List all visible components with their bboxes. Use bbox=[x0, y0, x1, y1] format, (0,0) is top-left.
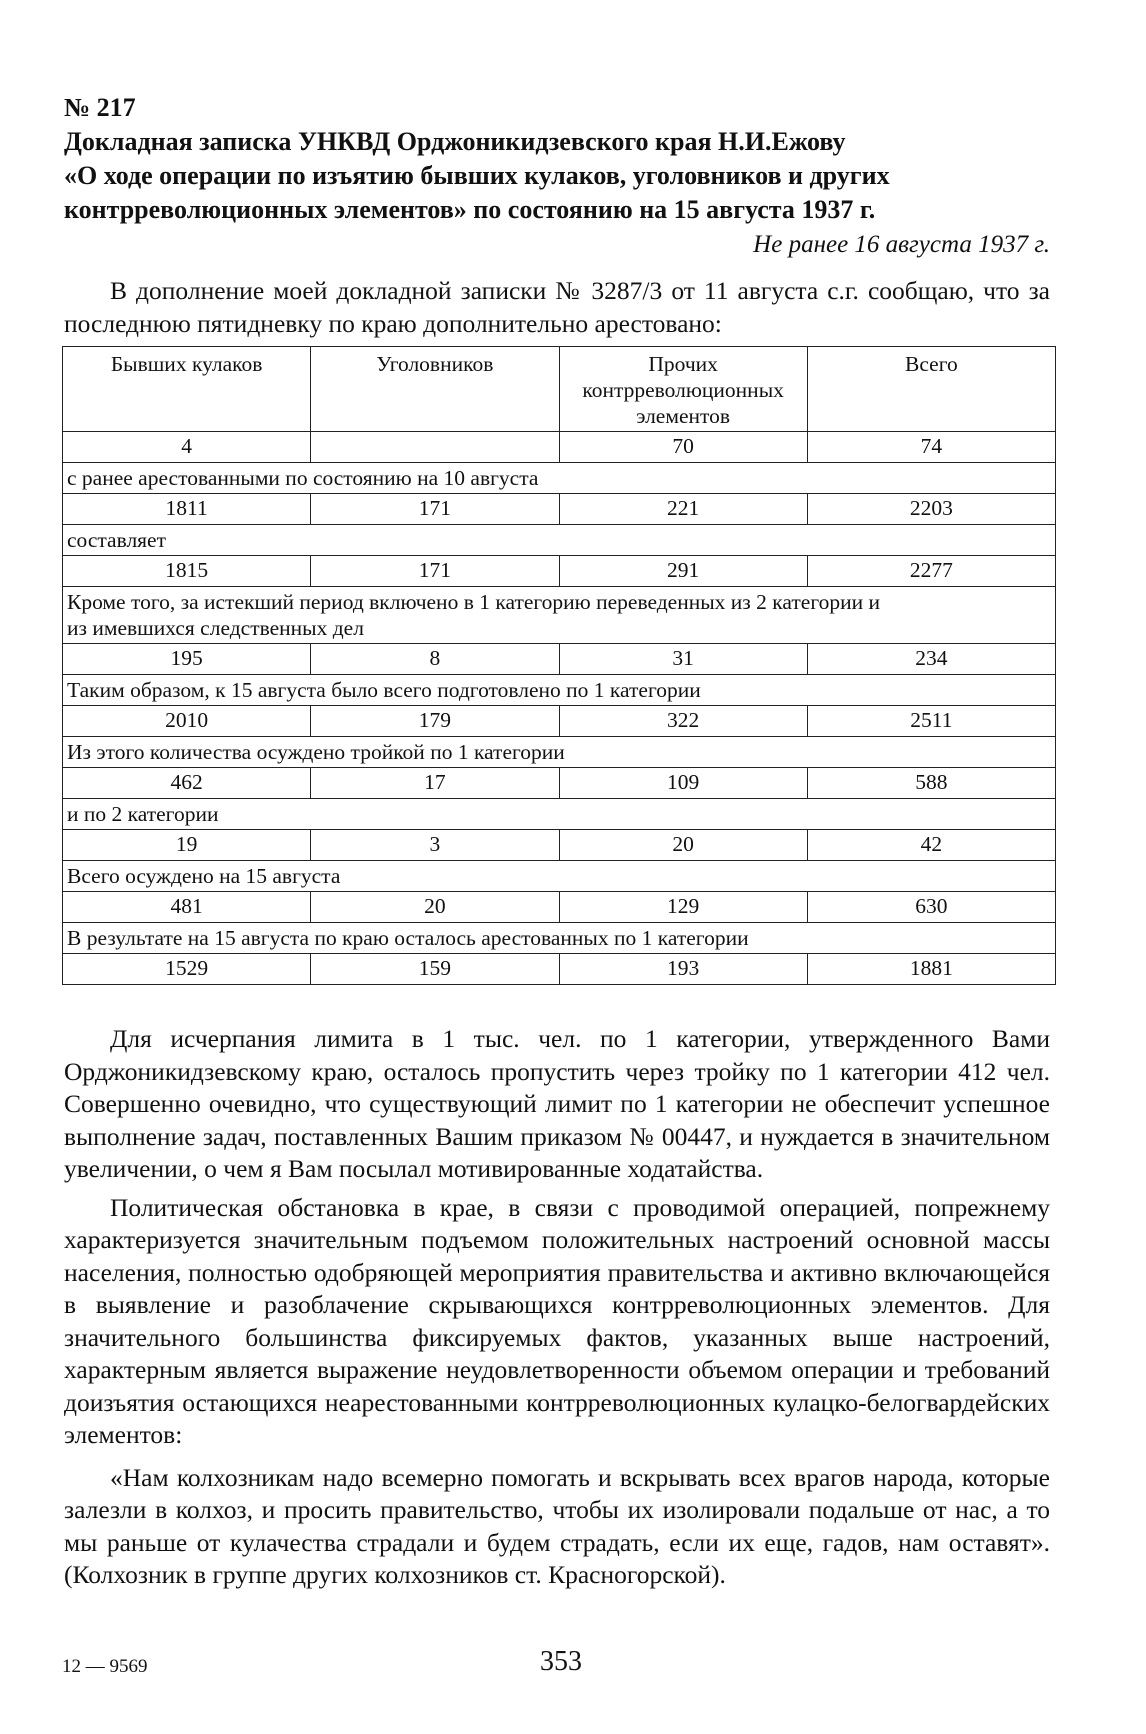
section-label: Всего осуждено на 15 августа bbox=[63, 861, 1056, 892]
section-label: В результате на 15 августа по краю осталось арестованных по 1 категории bbox=[63, 923, 1056, 954]
document-page bbox=[64, 92, 1050, 1592]
cell-total: 1881 bbox=[807, 954, 1055, 985]
table-header-row bbox=[63, 347, 1056, 432]
document-number: № 217 bbox=[64, 93, 136, 122]
section-label: Таким образом, к 15 августа было всего подготовлено по 1 категории bbox=[63, 675, 1056, 706]
cell-other: 291 bbox=[559, 556, 807, 587]
cell-total: 2277 bbox=[807, 556, 1055, 587]
section-label: Кроме того, за истекший период включено в 1 категорию переведенных из 2 категории и из имевшихся следственных дел bbox=[63, 587, 1056, 644]
cell-criminals: 171 bbox=[311, 556, 559, 587]
cell-kulaks: 1815 bbox=[63, 556, 311, 587]
cell-kulaks: 1811 bbox=[63, 494, 311, 525]
header-total: Всего bbox=[807, 347, 1055, 432]
header-other-elements: Прочих контрреволюционных элементов bbox=[559, 347, 807, 432]
cell-other: 129 bbox=[559, 892, 807, 923]
document-date: Не ранее 16 августа 1937 г. bbox=[753, 231, 1050, 258]
cell-total: 588 bbox=[807, 768, 1055, 799]
header-criminals: Уголовников bbox=[311, 347, 559, 432]
cell-other: 31 bbox=[559, 644, 807, 675]
cell-other: 109 bbox=[559, 768, 807, 799]
section-label-row bbox=[63, 861, 1056, 892]
cell-other: 20 bbox=[559, 830, 807, 861]
table-row bbox=[63, 706, 1056, 737]
cell-total: 2511 bbox=[807, 706, 1055, 737]
section-label-row bbox=[63, 525, 1056, 556]
quote-paragraph: «Нам колхозникам надо всемерно помогать и вскрывать всех врагов народа, которые залезли в колхоз, и просить правительство, чтобы их изолировали подальше от нас, а то мы раньше от кулачества страдали и будем страдать, если их еще, гадов, нам оставят». (Колхозник в группе других колхозников ст. Красногорской). bbox=[64, 1462, 1050, 1589]
cell-other: 221 bbox=[559, 494, 807, 525]
section-label-row bbox=[63, 737, 1056, 768]
cell-kulaks: 19 bbox=[63, 830, 311, 861]
cell-total: 2203 bbox=[807, 494, 1055, 525]
header-former-kulaks: Бывших кулаков bbox=[63, 347, 311, 432]
document-title bbox=[64, 125, 1050, 227]
cell-kulaks: 195 bbox=[63, 644, 311, 675]
table-row bbox=[63, 830, 1056, 861]
cell-kulaks: 1529 bbox=[63, 954, 311, 985]
table-row bbox=[63, 768, 1056, 799]
table-row bbox=[63, 494, 1056, 525]
cell-kulaks: 2010 bbox=[63, 706, 311, 737]
cell-criminals: 179 bbox=[311, 706, 559, 737]
table-row bbox=[63, 432, 1056, 463]
table-row bbox=[63, 556, 1056, 587]
cell-criminals: 159 bbox=[311, 954, 559, 985]
intro-paragraph: В дополнение моей докладной записки № 3287/3 от 11 августа с.г. сообщаю, что за последнюю пятидневку по краю дополнительно арестовано: bbox=[64, 276, 1050, 338]
cell-criminals bbox=[311, 432, 559, 463]
body-paragraph: Политическая обстановка в крае, в связи с проводимой операцией, попрежнему характеризуется значительным подъемом положительных настроений основной массы населения, полностью одобряющей мероприятия правительства и активно включающейся в выявление и разоблачение скрывающихся контрреволюционных элементов. Для значительного большинства фиксируемых фактов, указанных выше настроений, характерным является выражение неудовлетворенности объемом операции и требований доизъятия остающихся неарестованными контрреволюционных кулацко-белогвардейских элементов: bbox=[64, 1192, 1050, 1449]
section-label: с ранее арестованными по состоянию на 10 августа bbox=[63, 463, 1056, 494]
section-label-row bbox=[63, 923, 1056, 954]
cell-criminals: 20 bbox=[311, 892, 559, 923]
cell-other: 70 bbox=[559, 432, 807, 463]
section-label-row bbox=[63, 675, 1056, 706]
cell-kulaks: 481 bbox=[63, 892, 311, 923]
cell-total: 630 bbox=[807, 892, 1055, 923]
cell-total: 234 bbox=[807, 644, 1055, 675]
table-row bbox=[63, 954, 1056, 985]
section-label: и по 2 категории bbox=[63, 799, 1056, 830]
cell-criminals: 8 bbox=[311, 644, 559, 675]
signature-code: 12 — 9569 bbox=[62, 1656, 148, 1677]
cell-other: 193 bbox=[559, 954, 807, 985]
body-paragraph: Для исчерпания лимита в 1 тыс. чел. по 1 категории, утвержденного Вами Орджоникидзевскому краю, осталось пропустить через тройку по 1 категории 412 чел. Совершенно очевидно, что существующий лимит по 1 категории не обеспечит успешное выполнение задач, поставленных Вашим приказом № 00447, и нуждается в значительном увеличении, о чем я Вам посылал мотивированные ходатайства. bbox=[64, 1024, 1050, 1183]
section-label: Из этого количества осуждено тройкой по 1 категории bbox=[63, 737, 1056, 768]
cell-criminals: 17 bbox=[311, 768, 559, 799]
title-line: контрреволюционных элементов» по состоянию на 15 августа 1937 г. bbox=[64, 195, 876, 224]
cell-other: 322 bbox=[559, 706, 807, 737]
arrest-statistics-table bbox=[62, 346, 1056, 985]
page-number: 353 bbox=[540, 1646, 582, 1677]
cell-total: 42 bbox=[807, 830, 1055, 861]
title-line: Докладная записка УНКВД Орджоникидзевского края Н.И.Ежову bbox=[64, 127, 846, 156]
table-row bbox=[63, 644, 1056, 675]
section-label: составляет bbox=[63, 525, 1056, 556]
section-label-row bbox=[63, 587, 1056, 644]
cell-criminals: 171 bbox=[311, 494, 559, 525]
section-label-row bbox=[63, 463, 1056, 494]
section-label-row bbox=[63, 799, 1056, 830]
cell-kulaks: 4 bbox=[63, 432, 311, 463]
table-row bbox=[63, 892, 1056, 923]
cell-total: 74 bbox=[807, 432, 1055, 463]
cell-criminals: 3 bbox=[311, 830, 559, 861]
cell-kulaks: 462 bbox=[63, 768, 311, 799]
title-line: «О ходе операции по изъятию бывших кулаков, уголовников и других bbox=[64, 161, 890, 190]
